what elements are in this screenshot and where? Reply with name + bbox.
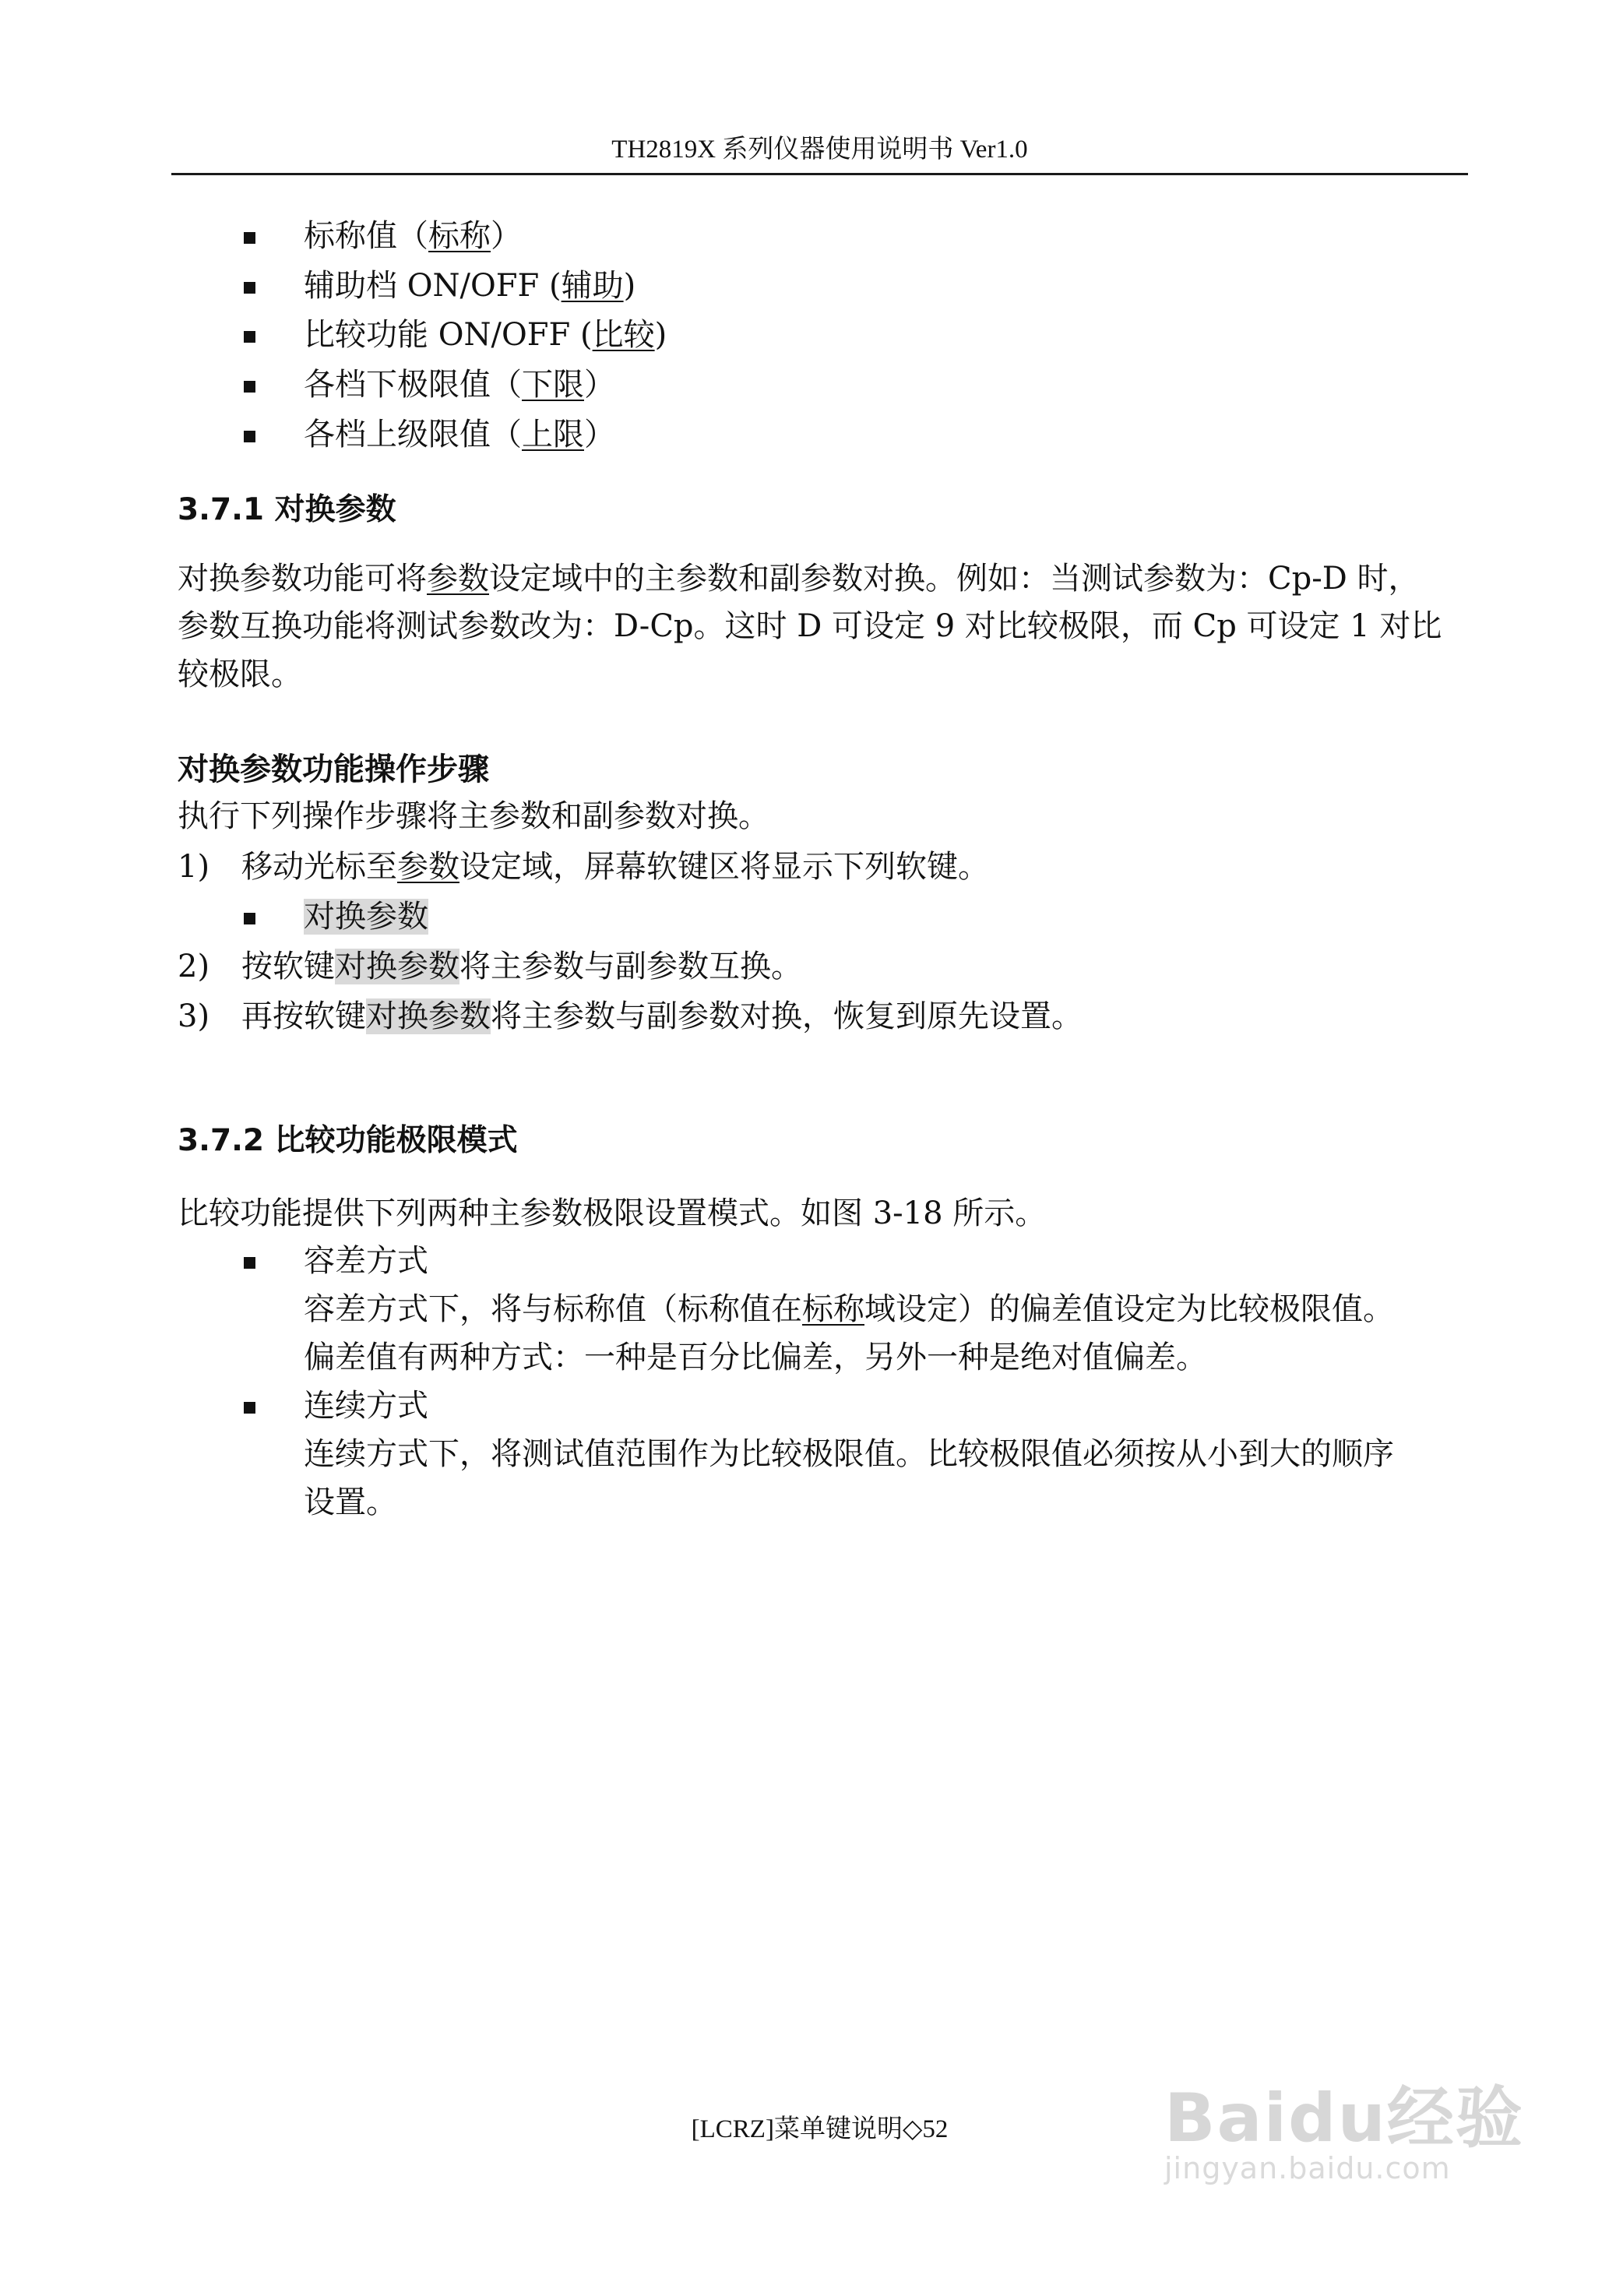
watermark-site: jingyan.baidu.com bbox=[1164, 2151, 1451, 2185]
bullet-icon bbox=[244, 282, 255, 294]
step-text: 移动光标至参数设定域，屏幕软键区将显示下列软键。 bbox=[241, 849, 989, 885]
mode-description: 连续方式下，将测试值范围作为比较极限值。比较极限值必须按从小到大的顺序 bbox=[304, 1436, 1394, 1472]
list-item: 比较功能 ON/OFF (比较) bbox=[304, 317, 667, 353]
mode-title: 容差方式 bbox=[304, 1243, 428, 1279]
section-heading-371: 3.7.1 对换参数 bbox=[178, 492, 396, 527]
paragraph-line: 参数互换功能将测试参数改为：D-Cp。这时 D 可设定 9 对比较极限，而 Cp 可设定 1 对比 bbox=[178, 608, 1442, 644]
step-number: 1) bbox=[178, 849, 210, 885]
section-intro: 比较功能提供下列两种主参数极限设置模式。如图 3-18 所示。 bbox=[178, 1196, 1047, 1231]
page-header: TH2819X 系列仪器使用说明书 Ver1.0 bbox=[611, 136, 1028, 164]
bullet-icon bbox=[244, 913, 255, 924]
step-text: 再按软键对换参数将主参数与副参数对换，恢复到原先设置。 bbox=[241, 998, 1083, 1034]
bullet-icon bbox=[244, 381, 255, 393]
list-item: 各档上级限值（上限） bbox=[304, 417, 615, 453]
header-rule bbox=[171, 173, 1468, 175]
bullet-icon bbox=[244, 331, 255, 343]
bullet-icon bbox=[244, 431, 255, 442]
mode-description: 设置。 bbox=[304, 1484, 397, 1520]
bullet-icon bbox=[244, 232, 255, 244]
paragraph-line: 较极限。 bbox=[178, 657, 302, 692]
watermark-logo: Baidu经验 bbox=[1164, 2079, 1524, 2157]
list-item: 标称值（标称） bbox=[304, 218, 522, 254]
list-item: 各档下极限值（下限） bbox=[304, 367, 615, 403]
mode-description: 偏差值有两种方式：一种是百分比偏差，另外一种是绝对值偏差。 bbox=[304, 1340, 1207, 1375]
softkey-label: 对换参数 bbox=[304, 899, 428, 935]
section-heading-372: 3.7.2 比较功能极限模式 bbox=[178, 1123, 518, 1158]
list-item: 辅助档 ON/OFF (辅助) bbox=[304, 268, 636, 304]
mode-title: 连续方式 bbox=[304, 1388, 428, 1424]
mode-description: 容差方式下，将与标称值（标称值在标称域设定）的偏差值设定为比较极限值。 bbox=[304, 1291, 1394, 1327]
steps-intro: 执行下列操作步骤将主参数和副参数对换。 bbox=[178, 798, 769, 834]
bullet-icon bbox=[244, 1402, 255, 1414]
step-number: 3) bbox=[178, 998, 210, 1034]
bullet-icon bbox=[244, 1257, 255, 1269]
step-number: 2) bbox=[178, 949, 210, 984]
step-text: 按软键对换参数将主参数与副参数互换。 bbox=[241, 949, 802, 984]
baidu-watermark bbox=[1164, 2064, 1538, 2196]
paragraph-line: 对换参数功能可将参数设定域中的主参数和副参数对换。例如：当测试参数为：Cp-D 时， bbox=[178, 561, 1420, 597]
steps-title: 对换参数功能操作步骤 bbox=[178, 752, 489, 787]
page-footer: [LCRZ]菜单键说明◇52 bbox=[691, 2115, 949, 2143]
